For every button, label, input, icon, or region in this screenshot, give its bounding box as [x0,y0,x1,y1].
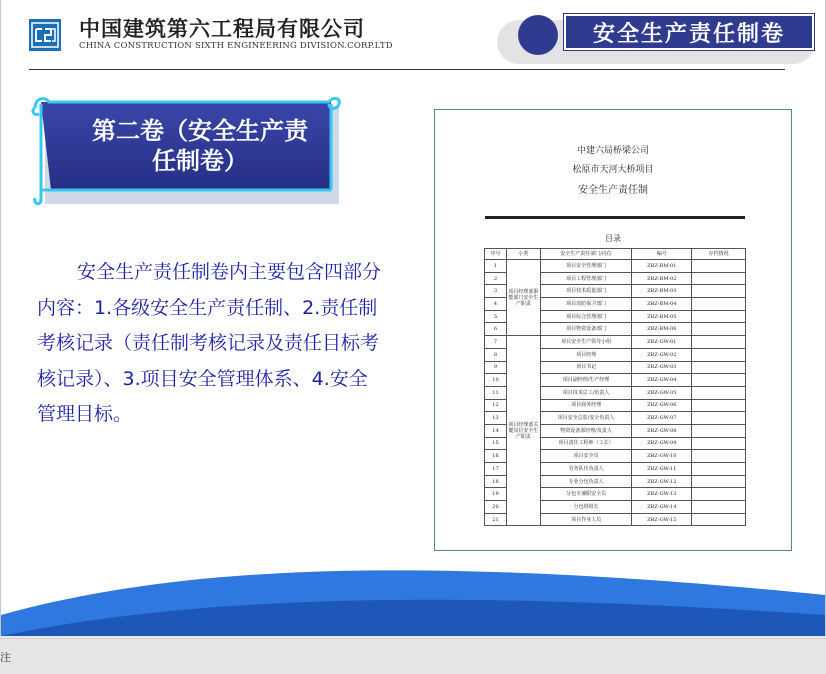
row-name: 项目经理 [540,348,632,361]
doc-project: 松原市天河大桥项目 [572,165,654,175]
row-number: 2 [485,272,507,285]
row-status [692,285,746,298]
row-name: 项目书记 [540,361,632,374]
cscec-logo-icon [29,19,61,51]
row-number: 10 [485,374,507,387]
row-number: 19 [485,488,507,501]
row-status [692,361,746,374]
row-number: 17 [485,463,507,476]
row-code: ZRZ-BM-03 [632,285,692,298]
row-name: 项目物资设备部门 [540,323,632,336]
header-divider [29,69,785,70]
volume-title [75,116,325,176]
status-text: 注 [0,651,11,664]
row-code: ZRZ-BM-06 [632,323,692,336]
row-status [692,298,746,311]
row-name: 项目作业人员 [540,513,632,526]
row-name: 项目工程管理部门 [540,272,632,285]
row-status [692,260,746,273]
row-code: ZRZ-GW-09 [632,437,692,450]
row-number: 11 [485,386,507,399]
row-code: ZRZ-GW-01 [632,336,692,349]
row-number: 13 [485,412,507,425]
row-code: ZRZ-GW-15 [632,513,692,526]
row-number: 18 [485,475,507,488]
row-code: ZRZ-GW-08 [632,424,692,437]
row-status [692,475,746,488]
row-name: 项目安全生产领导小组 [540,336,632,349]
body-paragraph: 安全生产责任制卷内主要包含四部分内容：1.各级安全生产责任制、2.责任制考核记录（责任制考核记录及责任目标考核记录）、3.项目安全管理体系、4.安全管理目标。 [37,261,382,425]
row-status [692,386,746,399]
row-status [692,501,746,514]
row-code: ZRZ-GW-12 [632,475,692,488]
table-row [485,336,746,349]
row-code: ZRZ-GW-13 [632,488,692,501]
row-name: 项目综合管理部门 [540,310,632,323]
row-status [692,323,746,336]
table-row [485,260,746,273]
row-number: 12 [485,399,507,412]
row-code: ZRZ-GW-03 [632,361,692,374]
row-status [692,424,746,437]
row-group: 项目经理部职能部门安全生产职责 [506,260,540,336]
doc-table [484,248,746,526]
volume-title-line2: 任制卷） [152,147,248,175]
row-status [692,272,746,285]
row-status [692,463,746,476]
row-name: 项目安全员 [540,450,632,463]
document-preview [434,109,792,551]
row-number: 21 [485,513,507,526]
status-bar [0,638,826,674]
row-number: 7 [485,336,507,349]
doc-company: 中建六局桥梁公司 [576,146,649,156]
row-name: 分包班组长 [540,501,632,514]
company-name-cn: 中国建筑第六工程局有限公司 [79,17,365,41]
row-code: ZRZ-GW-05 [632,386,692,399]
doc-title: 安全生产责任制 [578,185,648,196]
row-name: 项目安全总监/安全负责人 [540,412,632,425]
doc-table-header [485,249,746,260]
row-number: 6 [485,323,507,336]
row-name: 项目商务经理 [540,399,632,412]
row-code: ZRZ-GW-04 [632,374,692,387]
col-header: 存档情况 [692,249,746,260]
row-name: 项目责任工程师（工长） [540,437,632,450]
row-name: 项目副经理/生产经理 [540,374,632,387]
row-name: 项目安全管理部门 [540,260,632,273]
row-status [692,488,746,501]
row-number: 15 [485,437,507,450]
row-name: 项目消防保卫部门 [540,298,632,311]
row-code: ZRZ-GW-10 [632,450,692,463]
volume-title-line1: 第二卷（安全生产责 [92,117,308,145]
row-status [692,513,746,526]
row-number: 1 [485,260,507,273]
col-header: 小类 [506,249,540,260]
row-name: 劳务队伍负责人 [540,463,632,476]
doc-rule [485,216,745,219]
row-status [692,437,746,450]
row-code: ZRZ-BM-05 [632,310,692,323]
row-status [692,412,746,425]
row-code: ZRZ-BM-01 [632,260,692,273]
row-number: 16 [485,450,507,463]
row-status [692,399,746,412]
col-header: 编号 [632,249,692,260]
row-code: ZRZ-GW-06 [632,399,692,412]
row-name: 物资设备部经理/负责人 [540,424,632,437]
volume-title-scroll [31,94,341,206]
row-status [692,310,746,323]
row-number: 14 [485,424,507,437]
row-name: 项目技术总工/负责人 [540,386,632,399]
footer-wave [1,555,825,636]
col-header: 序号 [485,249,507,260]
section-banner: 安全生产责任制卷 [564,14,814,50]
row-status [692,348,746,361]
row-name: 专业分包负责人 [540,475,632,488]
row-code: ZRZ-BM-04 [632,298,692,311]
row-name: 分包专兼职安全员 [540,488,632,501]
row-status [692,450,746,463]
row-code: ZRZ-GW-02 [632,348,692,361]
company-name-en: CHINA CONSTRUCTION SIXTH ENGINEERING DIVISION.CORP.LTD [79,41,393,51]
row-name: 项目技术质量部门 [540,285,632,298]
doc-toc-heading: 目录 [605,234,621,243]
row-group: 项目经理部关键岗位安全生产职责 [506,336,540,526]
row-number: 8 [485,348,507,361]
row-number: 4 [485,298,507,311]
banner-circle-icon [518,15,558,55]
row-code: ZRZ-GW-14 [632,501,692,514]
col-header: 安全生产责任部门/岗位 [540,249,632,260]
row-number: 9 [485,361,507,374]
row-number: 5 [485,310,507,323]
row-code: ZRZ-BM-02 [632,272,692,285]
row-number: 3 [485,285,507,298]
row-number: 20 [485,501,507,514]
row-code: ZRZ-GW-07 [632,412,692,425]
row-status [692,336,746,349]
row-code: ZRZ-GW-11 [632,463,692,476]
row-status [692,374,746,387]
